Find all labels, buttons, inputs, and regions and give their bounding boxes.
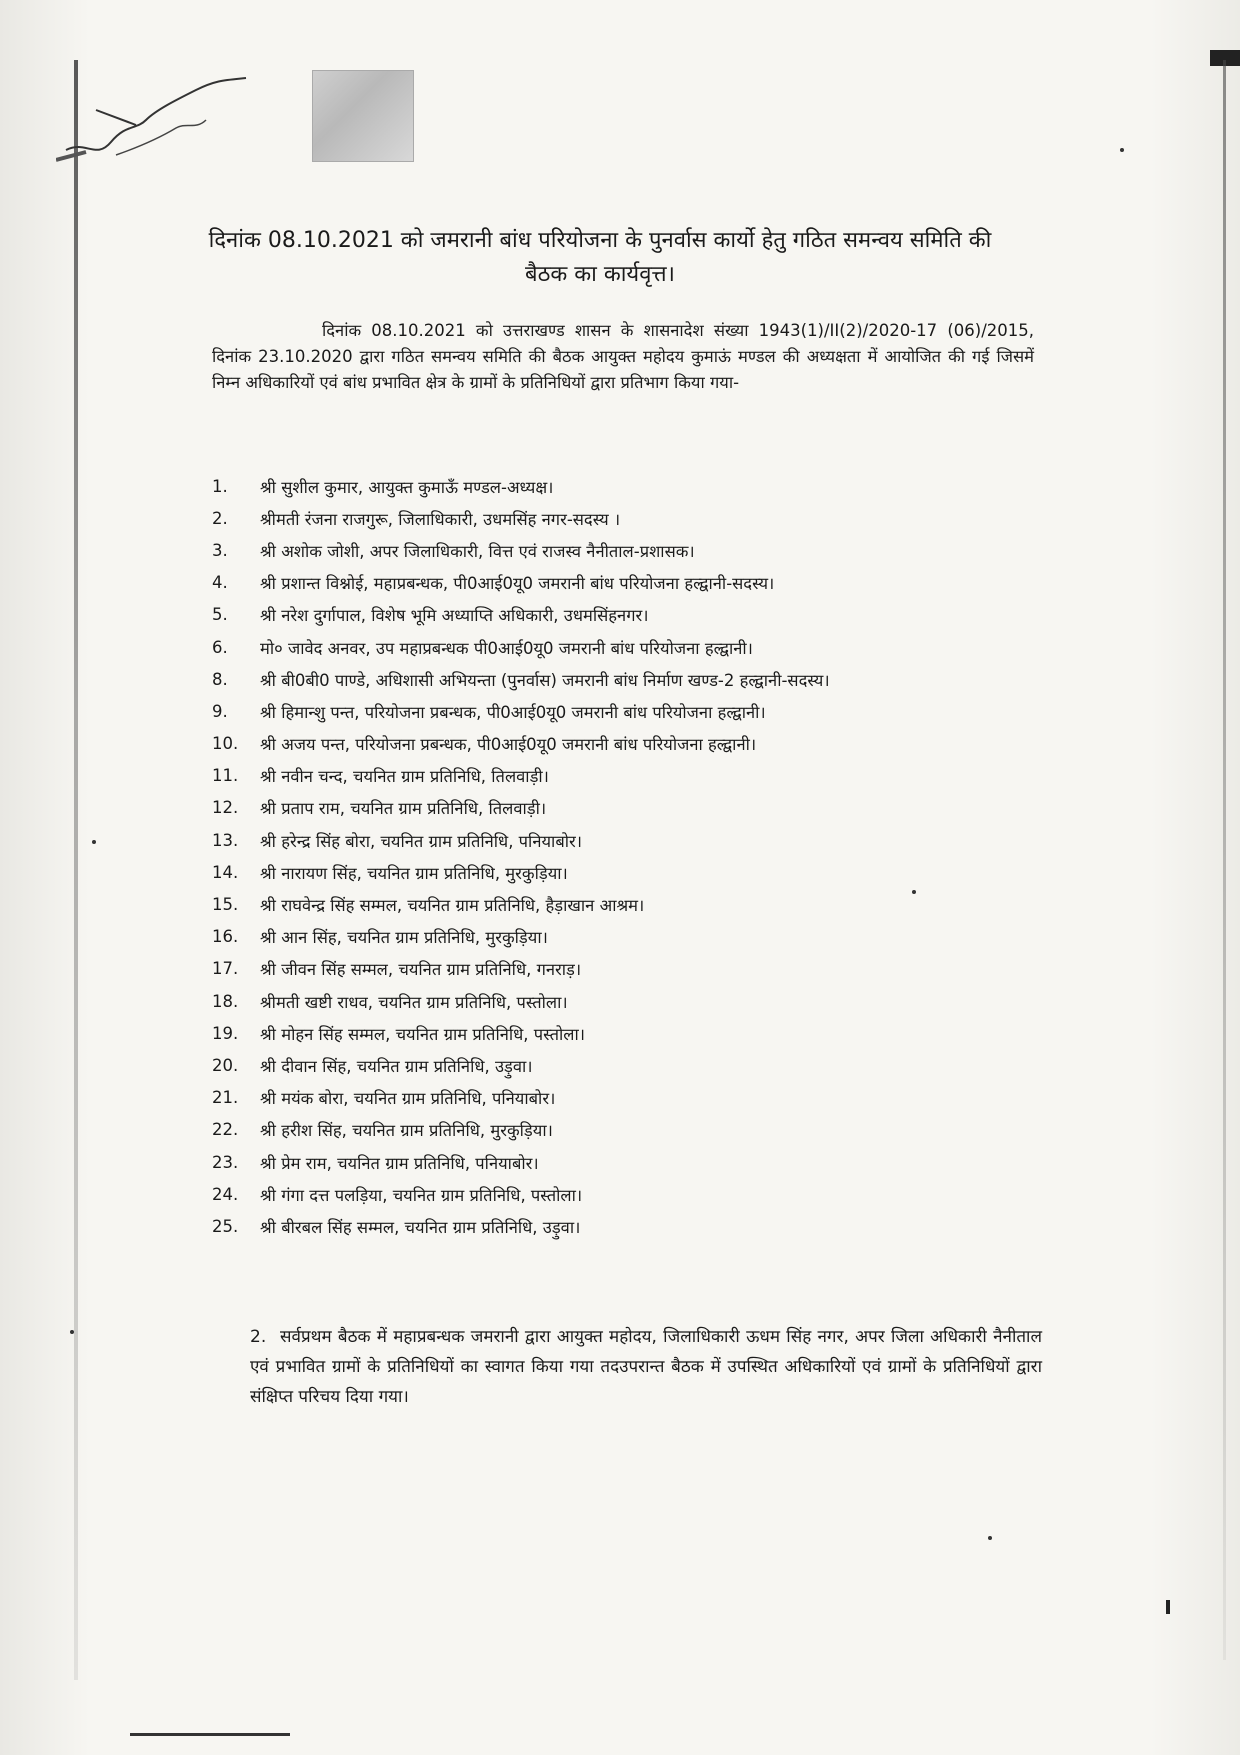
- list-item: [212, 792, 972, 824]
- handwritten-signature: [56, 70, 256, 170]
- list-item: [212, 856, 972, 888]
- item-number: 21.: [212, 1088, 239, 1108]
- intro-text: दिनांक 08.10.2021 को उत्तराखण्ड शासन के शासनादेश संख्या 1943(1)/II(2)/2020-17 (06)/2015, दिनांक 23.10.2020 द्वारा गठित समन्वय समिति की बैठक आयुक्त महोदय कुमाऊं मण्डल की अध्यक्षता में आयोजित की गई जिसमें निम्न अधिकारियों एवं बांध प्रभावित क्षेत्र के ग्रामों के प्रतिनिधियों द्वारा प्रतिभाग किया गया-: [212, 321, 1034, 392]
- list-item: [212, 502, 972, 534]
- item-number: 25.: [212, 1216, 239, 1236]
- item-number: 12.: [212, 798, 239, 818]
- item-text: श्री हिमान्शु पन्त, परियोजना प्रबन्धक, पी0आई0यू0 जमरानी बांध परियोजना हल्द्वानी।: [260, 702, 766, 722]
- list-item: [212, 1210, 972, 1242]
- item-text: श्री प्रशान्त विश्नोई, महाप्रबन्धक, पी0आई0यू0 जमरानी बांध परियोजना हल्द्वानी-सदस्य।: [260, 574, 775, 594]
- attendee-list: [212, 470, 972, 1243]
- item-text: श्री प्रेम राम, चयनित ग्राम प्रतिनिधि, पनियाबोर।: [260, 1153, 539, 1173]
- item-number: 15.: [212, 895, 239, 915]
- item-number: 20.: [212, 1055, 239, 1075]
- item-number: 22.: [212, 1120, 239, 1140]
- list-item: [212, 1114, 972, 1146]
- item-number: 11.: [212, 766, 239, 786]
- list-item: [212, 695, 972, 727]
- scan-edge-line: [74, 60, 78, 1680]
- item-number: 18.: [212, 991, 239, 1011]
- item-text: श्री बी0बी0 पाण्डे, अधिशासी अभियन्ता (पुनर्वास) जमरानी बांध निर्माण खण्ड-2 हल्द्वानी-सदस्य।: [260, 670, 830, 690]
- scan-speck: [988, 1536, 992, 1540]
- paragraph-number: 2.: [250, 1327, 267, 1347]
- scan-bottom-line: [130, 1733, 290, 1736]
- list-item: [212, 599, 972, 631]
- scan-speck: [1120, 148, 1124, 152]
- list-item: [212, 567, 972, 599]
- list-item: [212, 534, 972, 566]
- scan-speck: [92, 840, 96, 844]
- list-item: [212, 728, 972, 760]
- scan-edge-shadow: [1223, 60, 1226, 1660]
- photo-stamp: [312, 70, 414, 162]
- list-item: [212, 760, 972, 792]
- list-item: [212, 953, 972, 985]
- scan-speck: [912, 890, 916, 894]
- list-item: [212, 1146, 972, 1178]
- item-text: श्री राघवेन्द्र सिंह सम्मल, चयनित ग्राम प्रतिनिधि, हैड़ाखान आश्रम।: [260, 896, 645, 916]
- item-number: 24.: [212, 1184, 239, 1204]
- item-number: 9.: [212, 701, 228, 721]
- item-number: 13.: [212, 830, 239, 850]
- list-item: [212, 470, 972, 502]
- item-text: श्री अजय पन्त, परियोजना प्रबन्धक, पी0आई0यू0 जमरानी बांध परियोजना हल्द्वानी।: [260, 735, 757, 755]
- item-text: श्री बीरबल सिंह सम्मल, चयनित ग्राम प्रतिनिधि, उड़ुवा।: [260, 1217, 581, 1237]
- list-item: [212, 1082, 972, 1114]
- item-text: श्री मोहन सिंह सम्मल, चयनित ग्राम प्रतिनिधि, पस्तोला।: [260, 1024, 585, 1044]
- paragraph-text: सर्वप्रथम बैठक में महाप्रबन्धक जमरानी द्वारा आयुक्त महोदय, जिलाधिकारी ऊधम सिंह नगर, अपर जिला अधिकारी नैनीताल एवं प्रभावित ग्रामों के प्रतिनिधियों का स्वागत किया गया तदउपरान्त बैठक में उपस्थित अधिकारियों एवं ग्रामों के प्रतिनिधियों द्वारा संक्षिप्त परिचय दिया गया।: [250, 1327, 1042, 1407]
- scan-mark: [1166, 1600, 1170, 1614]
- item-number: 1.: [212, 476, 228, 496]
- item-number: 23.: [212, 1152, 239, 1172]
- list-item: [212, 985, 972, 1017]
- scan-speck: [70, 1330, 74, 1334]
- item-number: 5.: [212, 605, 228, 625]
- item-number: 10.: [212, 734, 239, 754]
- item-text: श्री नारायण सिंह, चयनित ग्राम प्रतिनिधि, मुरकुड़िया।: [260, 863, 568, 883]
- item-number: 6.: [212, 637, 228, 657]
- item-number: 8.: [212, 669, 228, 689]
- list-item: [212, 631, 972, 663]
- item-number: 19.: [212, 1023, 239, 1043]
- intro-paragraph: [212, 318, 1034, 396]
- item-text: श्री गंगा दत्त पलड़िया, चयनित ग्राम प्रतिनिधि, पस्तोला।: [260, 1185, 583, 1205]
- item-text: श्री नवीन चन्द, चयनित ग्राम प्रतिनिधि, तिलवाड़ी।: [260, 767, 549, 787]
- list-item: [212, 921, 972, 953]
- item-text: श्री दीवान सिंह, चयनित ग्राम प्रतिनिधि, उड़ुवा।: [260, 1056, 533, 1076]
- document-title: दिनांक 08.10.2021 को जमरानी बांध परियोजना के पुनर्वास कार्यो हेतु गठित समन्वय समिति की बैठक का कार्यवृत्त।: [208, 228, 992, 287]
- item-number: 16.: [212, 927, 239, 947]
- item-text: श्री सुशील कुमार, आयुक्त कुमाऊँ मण्डल-अध्यक्ष।: [260, 477, 554, 497]
- item-text: श्री नरेश दुर्गापाल, विशेष भूमि अध्याप्ति अधिकारी, उधमसिंहनगर।: [260, 606, 649, 626]
- item-text: श्री आन सिंह, चयनित ग्राम प्रतिनिधि, मुरकुड़िया।: [260, 928, 548, 948]
- item-number: 2.: [212, 508, 228, 528]
- item-text: श्रीमती रंजना राजगुरू, जिलाधिकारी, उधमसिंह नगर-सदस्य ।: [260, 509, 621, 529]
- item-text: श्री अशोक जोशी, अपर जिलाधिकारी, वित्त एवं राजस्व नैनीताल-प्रशासक।: [260, 541, 695, 561]
- list-item: [212, 824, 972, 856]
- list-item: [212, 663, 972, 695]
- item-text: श्री मयंक बोरा, चयनित ग्राम प्रतिनिधि, पनियाबोर।: [260, 1089, 556, 1109]
- item-number: 14.: [212, 862, 239, 882]
- item-text: मो० जावेद अनवर, उप महाप्रबन्धक पी0आई0यू0 जमरानी बांध परियोजना हल्द्वानी।: [260, 638, 753, 658]
- list-item: [212, 888, 972, 920]
- item-text: श्री हरीश सिंह, चयनित ग्राम प्रतिनिधि, मुरकुड़िया।: [260, 1121, 553, 1141]
- list-item: [212, 1178, 972, 1210]
- item-number: 17.: [212, 959, 239, 979]
- item-text: श्री प्रताप राम, चयनित ग्राम प्रतिनिधि, तिलवाड़ी।: [260, 799, 547, 819]
- item-text: श्री जीवन सिंह सम्मल, चयनित ग्राम प्रतिनिधि, गनराड़।: [260, 960, 582, 980]
- item-text: श्रीमती खष्टी राधव, चयनित ग्राम प्रतिनिधि, पस्तोला।: [260, 992, 568, 1012]
- paragraph-2: [250, 1322, 1042, 1412]
- item-number: 3.: [212, 540, 228, 560]
- list-item: [212, 1049, 972, 1081]
- item-text: श्री हरेन्द्र सिंह बोरा, चयनित ग्राम प्रतिनिधि, पनियाबोर।: [260, 831, 583, 851]
- item-number: 4.: [212, 573, 228, 593]
- list-item: [212, 1017, 972, 1049]
